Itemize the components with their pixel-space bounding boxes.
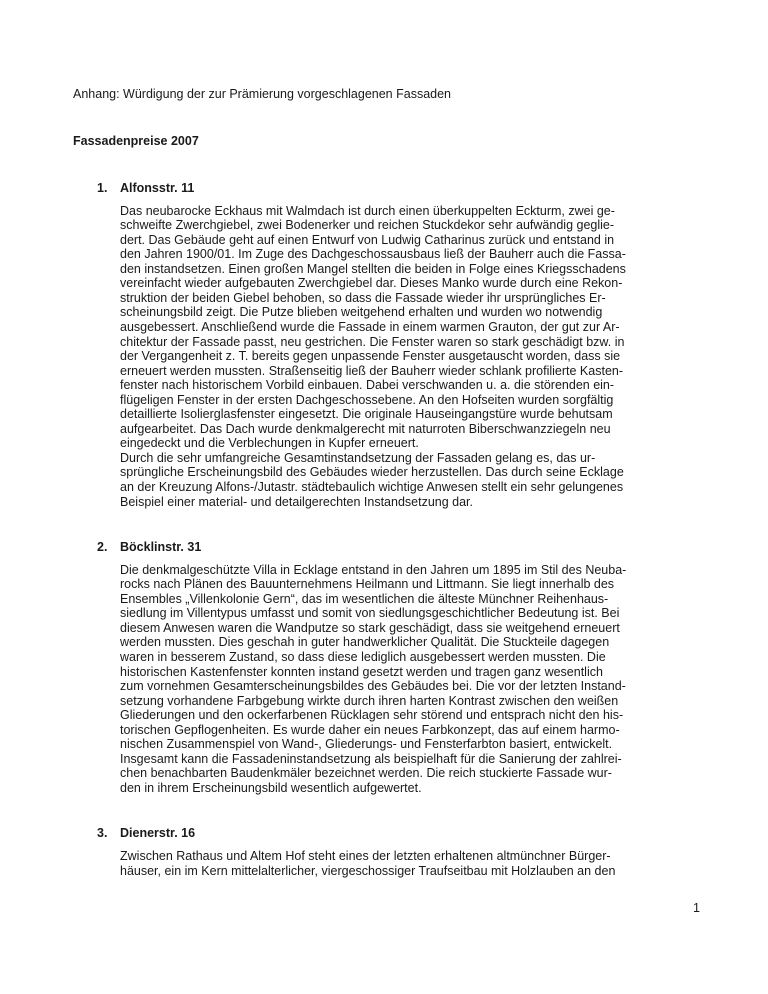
section-number: 3. [97,826,108,841]
text-line: scheinungsbild zeigt. Die Putze blieben weitgehend erhalten und wurden wo notwendig [120,305,603,320]
text-line: aufgearbeitet. Das Dach wurde denkmalgerecht mit naturroten Biberschwanzziegeln neu [120,421,611,436]
text-line: historischen Kastenfenster konnten instand gesetzt werden und tragen ganz wesentlich [120,664,603,679]
text-line: struktion der beiden Giebel behoben, so dass die Fassade wieder ihr ursprüngliches Er- [120,290,606,305]
text-line: chen benachbarten Baudenkmäler bezeichnet werden. Die reich stuckierte Fassade wur- [120,766,612,781]
text-line: eingedeckt und die Verblechungen in Kupfer erneuert. [120,436,419,451]
text-line: Gliederungen und den ockerfarbenen Rücklagen sehr störend und entsprach nicht den his- [120,708,624,723]
page-number: 1 [693,901,700,916]
text-line: werden mussten. Dies geschah in guter handwerklicher Qualität. Die Stuckteile dagegen [120,635,610,650]
text-line: siedlung im Villentypus umfasst und somit von siedlungsgeschichtlicher Bedeutung ist. Bei [120,606,620,621]
document-title: Fassadenpreise 2007 [73,133,199,148]
text-line: der Vergangenheit z. T. bereits gegen unpassende Fenster ausgetauscht worden, dass sie [120,349,621,364]
section-title: Böcklinstr. 31 [120,540,202,555]
text-line: chitektur der Fassade passt, neu gestrichen. Die Fenster waren so stark geschädigt bzw. in [120,334,625,349]
text-line: setzung vorhandene Farbgebung wirkte durch ihren harten Kontrast zwischen den weißen [120,693,619,708]
section-heading [97,826,700,841]
section-paragraph [120,563,700,796]
text-line: schweifte Zwerchgiebel, zwei Bodenerker und reichen Stuckdekor sehr aufwändig geglie- [120,218,615,233]
text-line: detaillierte Isolierglasfenster eingesetzt. Die originale Hauseingangstüre wurde behutsam [120,407,613,422]
text-line: diesem Anwesen waren die Wandputze so stark geschädigt, dass sie weitgehend erneuert [120,620,620,635]
text-line: häuser, ein im Kern mittelalterlicher, viergeschossiger Traufseitbau mit Holzlauben an den [120,863,616,878]
text-line: ausgebessert. Anschließend wurde die Fassade in einem warmen Grauton, der gut zur Ar- [120,320,620,335]
text-line: an der Kreuzung Alfons-/Jutastr. städtebaulich wichtige Anwesen stellt ein sehr gelungenes [120,480,624,495]
section-heading [97,181,700,196]
section-number: 2. [97,540,108,555]
text-line: Beispiel einer material- und detailgerechten Instandsetzung dar. [120,494,473,509]
text-line: Durch die sehr umfangreiche Gesamtinstandsetzung der Fassaden gelang es, das ur- [120,450,596,465]
text-line: vereinfacht wieder aufgebauten Zwerchgiebel dar. Dieses Manko wurde durch eine Rekon- [120,276,623,291]
section-title: Alfonsstr. 11 [120,181,195,196]
text-line: fenster nach historischem Vorbild einbauen. Dabei verschwanden u. a. die störenden ein- [120,378,615,393]
section-paragraph [120,849,700,878]
section [97,826,700,878]
document-body [73,181,700,878]
section-title: Dienerstr. 16 [120,826,196,841]
text-line: flügeligen Fenster in der ersten Dachgeschossebene. An den Hofseiten wurden sorgfältig [120,392,614,407]
text-line: waren in besserem Zustand, so dass diese lediglich ausgebessert werden mussten. Die [120,649,606,664]
text-line: torischen Gepflogenheiten. Es wurde daher ein neues Farbkonzept, das auf einem harmo- [120,722,620,737]
appendix-header: Anhang: Würdigung der zur Prämierung vorgeschlagenen Fassaden [73,87,452,101]
text-line: zum vornehmen Gesamterscheinungsbildes des Gebäudes bei. Die vor der letzten Instand- [120,679,626,694]
text-line: Die denkmalgeschützte Villa in Ecklage entstand in den Jahren um 1895 im Stil des Neuba- [120,562,627,577]
text-line: sprüngliche Erscheinungsbild des Gebäudes wieder herzustellen. Das durch seine Ecklage [120,465,624,480]
text-line: Ensembles „Villenkolonie Gern“, das im wesentlichen die älteste Münchner Reihenhaus- [120,591,609,606]
section-number: 1. [97,181,108,196]
text-line: rocks nach Plänen des Bauunternehmens Heilmann und Littmann. Sie liegt innerhalb des [120,577,615,592]
text-line: den in ihrem Erscheinungsbild wesentlich aufgewertet. [120,780,422,795]
text-line: Das neubarocke Eckhaus mit Walmdach ist durch einen überkuppelten Eckturm, zwei ge- [120,203,615,218]
text-line: dert. Das Gebäude geht auf einen Entwurf von Ludwig Catharinus zurück und entstand in [120,232,615,247]
text-line: den instandsetzen. Einen großen Mangel stellten die beiden in Folge eines Kriegsschadens [120,261,626,276]
text-line: den Jahren 1900/01. Im Zuge des Dachgeschossausbaus ließ der Bauherr auch die Fassa- [120,247,626,262]
text-line: nischen Zusammenspiel von Wand-, Gliederungs- und Fensterfarbton basiert, entwickelt. [120,737,613,752]
text-line: erneuert werden mussten. Straßenseitig ließ der Bauherr wieder schlank profilierte Kasten- [120,363,624,378]
section-heading [97,540,700,555]
text-line: Insgesamt kann die Fassadeninstandsetzung als beispielhaft für die Sanierung der zahlrei- [120,751,622,766]
text-line: Zwischen Rathaus und Altem Hof steht eines der letzten erhaltenen altmünchner Bürger- [120,848,611,863]
section [97,540,700,795]
section [97,181,700,509]
section-paragraph [120,204,700,509]
